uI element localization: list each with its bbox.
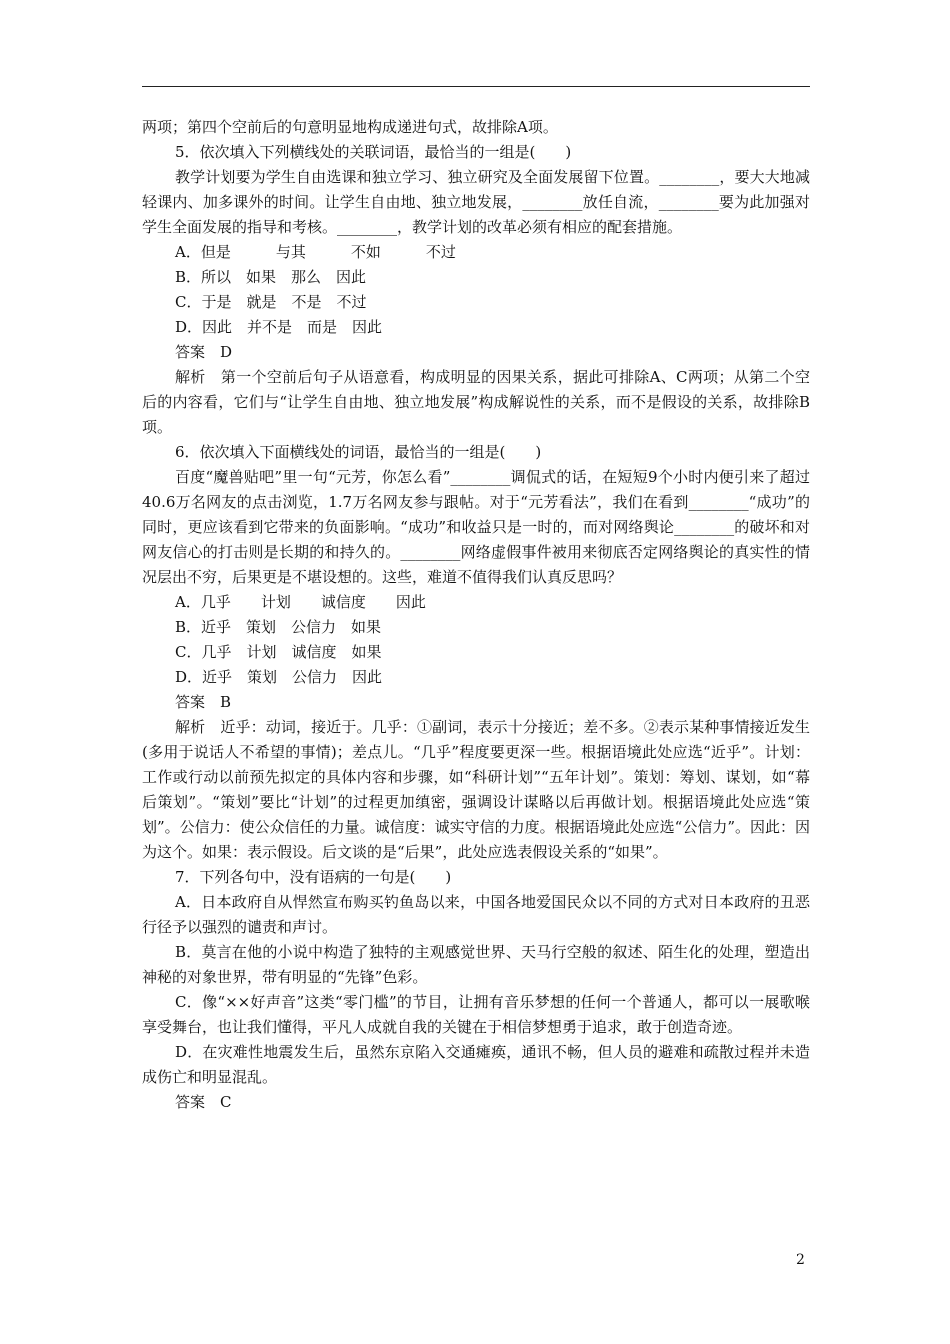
question-7-option-b: B．莫言在他的小说中构造了独特的主观感觉世界、天马行空般的叙述、陌生化的处理，塑造出神秘的对象世界，带有明显的“先锋”色彩。 bbox=[142, 943, 810, 986]
question-5-option-b: B．所以 如果 那么 因此 bbox=[175, 268, 367, 286]
question-6-option-d: D．近乎 策划 公信力 因此 bbox=[175, 668, 383, 686]
question-5-option-d: D．因此 并不是 而是 因此 bbox=[175, 318, 383, 336]
question-6-passage: 百度“魔兽贴吧”里一句“元芳，你怎么看”________调侃式的话，在短短9个小时内便引来了超过40.6万名网友的点击浏览，1.7万名网友参与跟帖。对于“元芳看法”，我们在看到________“成功”的同时，更应该看到它带来的负面影响。“成功”和收益只是一时的，而对网络舆论________的破坏和对网友信心的打击则是长期的和持久的。________网络虚假事件被用来彻底否定网络舆论的真实性的情况层出不穷，后果更是不堪设想的。这些，难道不值得我们认真反思吗？ bbox=[142, 468, 810, 586]
question-5-answer: 答案 D bbox=[175, 343, 233, 361]
question-7-option-c: C．像“××好声音”这类“零门槛”的节目，让拥有音乐梦想的任何一个普通人，都可以一展歌喉享受舞台，也让我们懂得，平凡人成就自我的关键在于相信梦想勇于追求，敢于创造奇迹。 bbox=[142, 993, 810, 1036]
question-5-option-c: C．于是 就是 不是 不过 bbox=[175, 293, 367, 311]
question-7-answer: 答案 C bbox=[175, 1093, 232, 1111]
question-6-option-a: A．几乎 计划 诚信度 因此 bbox=[175, 593, 426, 611]
question-7-stem: 7．下列各句中，没有语病的一句是( ) bbox=[175, 868, 452, 886]
page-number: 2 bbox=[796, 1252, 805, 1268]
question-5-option-a: A．但是 与其 不如 不过 bbox=[175, 243, 456, 261]
header-rule bbox=[142, 86, 810, 87]
question-7-option-d: D．在灾难性地震发生后，虽然东京陷入交通瘫痪，通讯不畅，但人员的避难和疏散过程并未造成伤亡和明显混乱。 bbox=[142, 1043, 810, 1086]
question-6-option-b: B．近乎 策划 公信力 如果 bbox=[175, 618, 382, 636]
question-6-stem: 6．依次填入下面横线处的词语，最恰当的一组是( ) bbox=[175, 443, 542, 461]
paragraph-continuation: 两项；第四个空前后的句意明显地构成递进句式，故排除A项。 bbox=[142, 118, 558, 136]
question-6-option-c: C．几乎 计划 诚信度 如果 bbox=[175, 643, 382, 661]
question-6-answer: 答案 B bbox=[175, 693, 232, 711]
question-5-stem: 5．依次填入下列横线处的关联词语，最恰当的一组是( ) bbox=[175, 143, 572, 161]
question-6-analysis: 解析 近乎：动词，接近于。几乎：①副词，表示十分接近；差不多。②表示某种事情接近发生(多用于说话人不希望的事情)；差点儿。“几乎”程度要更深一些。根据语境此处应选“近乎”。计划：工作或行动以前预先拟定的具体内容和步骤，如“科研计划”“五年计划”。策划：筹划、谋划，如“幕后策划”。“策划”要比“计划”的过程更加缜密，强调设计谋略以后再做计划。根据语境此处应选“策划”。公信力：使公众信任的力量。诚信度：诚实守信的力度。根据语境此处应选“公信力”。因此：因为这个。如果：表示假设。后文谈的是“后果”，此处应选表假设关系的“如果”。 bbox=[142, 718, 811, 861]
question-5-analysis: 解析 第一个空前后句子从语意看，构成明显的因果关系，据此可排除A、C两项；从第二个空后的内容看，它们与“让学生自由地、独立地发展”构成解说性的关系，而不是假设的关系，故排除B项。 bbox=[142, 368, 810, 436]
question-5-passage: 教学计划要为学生自由选课和独立学习、独立研究及全面发展留下位置。________，要大大地减轻课内、加多课外的时间。让学生自由地、独立地发展，________放任自流，________要为此加强对学生全面发展的指导和考核。________，教学计划的改革必须有相应的配套措施。 bbox=[142, 168, 810, 236]
question-7-option-a: A．日本政府自从悍然宣布购买钓鱼岛以来，中国各地爱国民众以不同的方式对日本政府的丑恶行径予以强烈的谴责和声讨。 bbox=[142, 893, 810, 936]
document-body bbox=[142, 115, 810, 1115]
